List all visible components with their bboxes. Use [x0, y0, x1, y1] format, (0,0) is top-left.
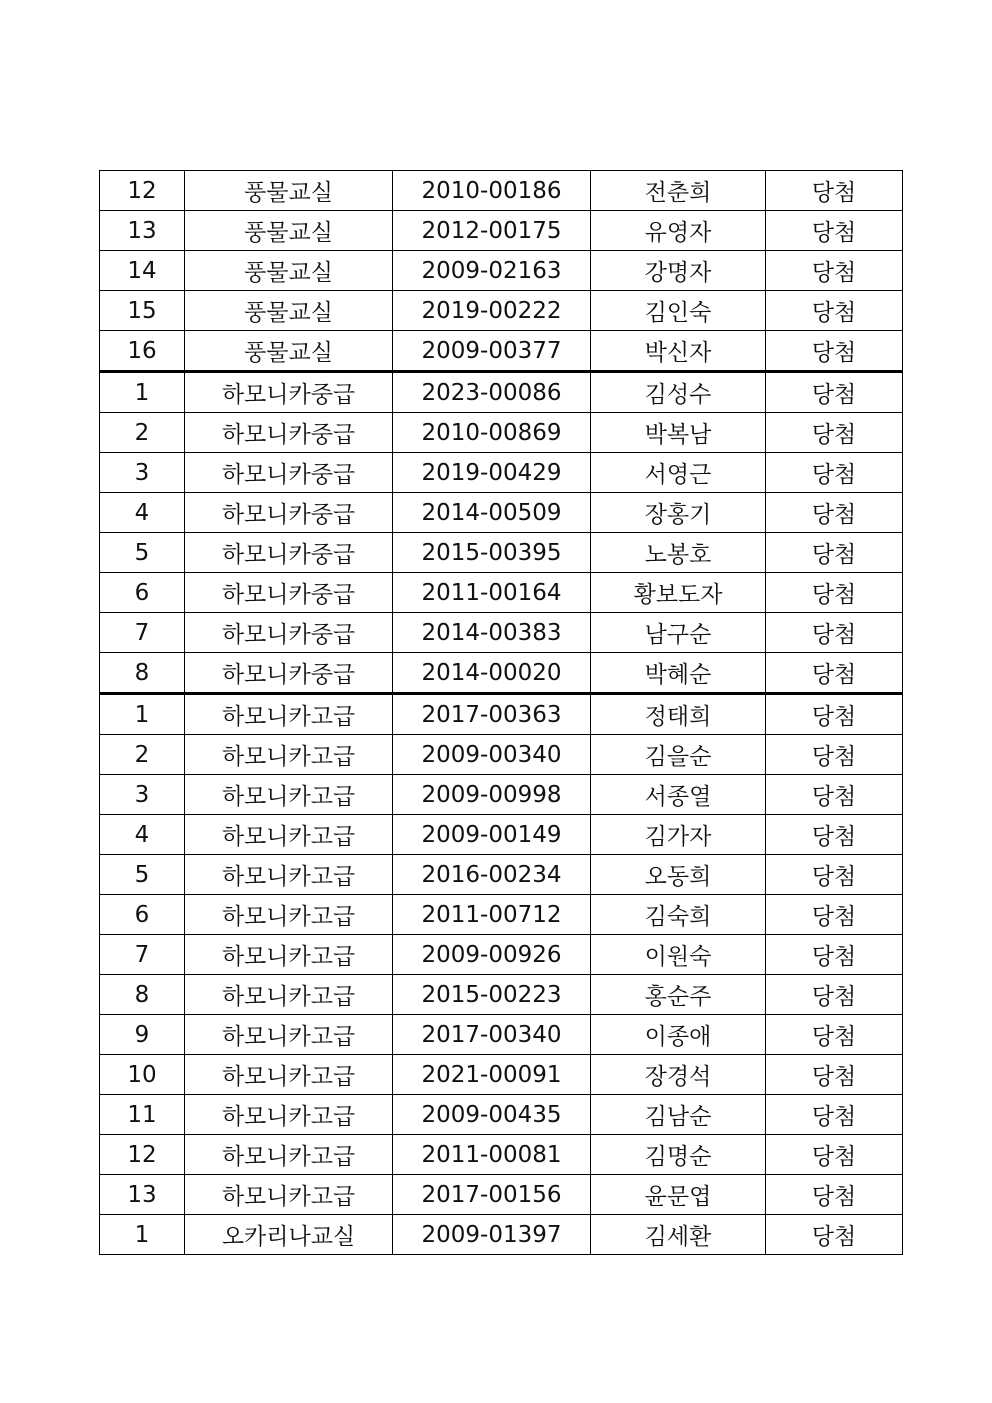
- result-cell: 당첨: [766, 653, 903, 694]
- result-cell: 당첨: [766, 815, 903, 855]
- row-number-cell: 14: [100, 251, 185, 291]
- row-number-cell: 1: [100, 372, 185, 413]
- table-row: [100, 1095, 903, 1135]
- row-number-cell: 16: [100, 331, 185, 372]
- member-name-cell: 노봉호: [591, 533, 766, 573]
- member-name-cell: 황보도자: [591, 573, 766, 613]
- table-row: [100, 331, 903, 372]
- row-number-cell: 3: [100, 453, 185, 493]
- class-name-cell: 풍물교실: [185, 291, 393, 331]
- class-name-cell: 하모니카중급: [185, 493, 393, 533]
- member-name-cell: 박혜순: [591, 653, 766, 694]
- class-name-cell: 하모니카고급: [185, 935, 393, 975]
- class-name-cell: 하모니카중급: [185, 453, 393, 493]
- class-name-cell: 풍물교실: [185, 171, 393, 211]
- class-name-cell: 하모니카중급: [185, 413, 393, 453]
- table-row: [100, 533, 903, 573]
- member-id-cell: 2010-00186: [393, 171, 591, 211]
- table-row: [100, 735, 903, 775]
- table-row: [100, 694, 903, 735]
- class-name-cell: 하모니카고급: [185, 1175, 393, 1215]
- member-id-cell: 2015-00395: [393, 533, 591, 573]
- result-cell: 당첨: [766, 735, 903, 775]
- result-cell: 당첨: [766, 775, 903, 815]
- member-id-cell: 2011-00081: [393, 1135, 591, 1175]
- member-id-cell: 2009-00340: [393, 735, 591, 775]
- result-cell: 당첨: [766, 413, 903, 453]
- member-id-cell: 2019-00222: [393, 291, 591, 331]
- table-row: [100, 291, 903, 331]
- member-name-cell: 정태희: [591, 694, 766, 735]
- member-name-cell: 강명자: [591, 251, 766, 291]
- table-row: [100, 613, 903, 653]
- class-name-cell: 하모니카고급: [185, 815, 393, 855]
- row-number-cell: 7: [100, 613, 185, 653]
- result-cell: 당첨: [766, 613, 903, 653]
- table-row: [100, 1215, 903, 1255]
- row-number-cell: 15: [100, 291, 185, 331]
- member-name-cell: 오동희: [591, 855, 766, 895]
- row-number-cell: 4: [100, 815, 185, 855]
- member-name-cell: 박복남: [591, 413, 766, 453]
- class-name-cell: 하모니카고급: [185, 735, 393, 775]
- table-row: [100, 573, 903, 613]
- row-number-cell: 13: [100, 211, 185, 251]
- member-id-cell: 2011-00164: [393, 573, 591, 613]
- row-number-cell: 8: [100, 975, 185, 1015]
- class-name-cell: 하모니카고급: [185, 975, 393, 1015]
- row-number-cell: 4: [100, 493, 185, 533]
- member-name-cell: 박신자: [591, 331, 766, 372]
- table-row: [100, 653, 903, 694]
- class-name-cell: 하모니카중급: [185, 613, 393, 653]
- row-number-cell: 8: [100, 653, 185, 694]
- class-name-cell: 하모니카고급: [185, 895, 393, 935]
- class-name-cell: 하모니카고급: [185, 1015, 393, 1055]
- member-id-cell: 2021-00091: [393, 1055, 591, 1095]
- member-id-cell: 2011-00712: [393, 895, 591, 935]
- result-cell: 당첨: [766, 1055, 903, 1095]
- member-id-cell: 2014-00509: [393, 493, 591, 533]
- result-cell: 당첨: [766, 1135, 903, 1175]
- class-name-cell: 하모니카고급: [185, 694, 393, 735]
- result-cell: 당첨: [766, 1175, 903, 1215]
- class-name-cell: 하모니카고급: [185, 775, 393, 815]
- member-name-cell: 이종애: [591, 1015, 766, 1055]
- member-id-cell: 2017-00340: [393, 1015, 591, 1055]
- table-row: [100, 1015, 903, 1055]
- table-row: [100, 413, 903, 453]
- member-name-cell: 홍순주: [591, 975, 766, 1015]
- member-name-cell: 서종열: [591, 775, 766, 815]
- member-name-cell: 장홍기: [591, 493, 766, 533]
- class-name-cell: 하모니카고급: [185, 1055, 393, 1095]
- row-number-cell: 1: [100, 1215, 185, 1255]
- result-cell: 당첨: [766, 171, 903, 211]
- row-number-cell: 7: [100, 935, 185, 975]
- result-cell: 당첨: [766, 291, 903, 331]
- table-row: [100, 171, 903, 211]
- row-number-cell: 11: [100, 1095, 185, 1135]
- member-name-cell: 김가자: [591, 815, 766, 855]
- member-name-cell: 이원숙: [591, 935, 766, 975]
- table-row: [100, 372, 903, 413]
- member-name-cell: 김남순: [591, 1095, 766, 1135]
- table-row: [100, 815, 903, 855]
- table-row: [100, 251, 903, 291]
- lottery-results-table: [99, 170, 903, 1255]
- row-number-cell: 3: [100, 775, 185, 815]
- class-name-cell: 하모니카중급: [185, 573, 393, 613]
- member-name-cell: 김숙희: [591, 895, 766, 935]
- member-name-cell: 김세환: [591, 1215, 766, 1255]
- result-cell: 당첨: [766, 694, 903, 735]
- result-cell: 당첨: [766, 1015, 903, 1055]
- result-cell: 당첨: [766, 935, 903, 975]
- row-number-cell: 1: [100, 694, 185, 735]
- class-name-cell: 풍물교실: [185, 251, 393, 291]
- row-number-cell: 10: [100, 1055, 185, 1095]
- member-id-cell: 2009-00926: [393, 935, 591, 975]
- class-name-cell: 오카리나교실: [185, 1215, 393, 1255]
- member-name-cell: 김을순: [591, 735, 766, 775]
- member-name-cell: 김명순: [591, 1135, 766, 1175]
- member-name-cell: 유영자: [591, 211, 766, 251]
- class-name-cell: 하모니카고급: [185, 1095, 393, 1135]
- class-name-cell: 풍물교실: [185, 331, 393, 372]
- member-id-cell: 2014-00020: [393, 653, 591, 694]
- class-name-cell: 하모니카고급: [185, 1135, 393, 1175]
- row-number-cell: 12: [100, 1135, 185, 1175]
- member-id-cell: 2014-00383: [393, 613, 591, 653]
- result-cell: 당첨: [766, 533, 903, 573]
- member-id-cell: 2010-00869: [393, 413, 591, 453]
- member-id-cell: 2017-00156: [393, 1175, 591, 1215]
- result-cell: 당첨: [766, 895, 903, 935]
- member-id-cell: 2009-00435: [393, 1095, 591, 1135]
- result-cell: 당첨: [766, 372, 903, 413]
- member-id-cell: 2009-00998: [393, 775, 591, 815]
- row-number-cell: 12: [100, 171, 185, 211]
- member-name-cell: 윤문엽: [591, 1175, 766, 1215]
- result-cell: 당첨: [766, 1095, 903, 1135]
- table-row: [100, 935, 903, 975]
- result-cell: 당첨: [766, 573, 903, 613]
- member-name-cell: 김인숙: [591, 291, 766, 331]
- table-row: [100, 855, 903, 895]
- member-id-cell: 2023-00086: [393, 372, 591, 413]
- row-number-cell: 2: [100, 735, 185, 775]
- member-id-cell: 2009-00149: [393, 815, 591, 855]
- class-name-cell: 하모니카중급: [185, 533, 393, 573]
- member-name-cell: 전춘희: [591, 171, 766, 211]
- result-cell: 당첨: [766, 493, 903, 533]
- member-id-cell: 2012-00175: [393, 211, 591, 251]
- class-name-cell: 풍물교실: [185, 211, 393, 251]
- table-row: [100, 453, 903, 493]
- member-id-cell: 2016-00234: [393, 855, 591, 895]
- row-number-cell: 6: [100, 895, 185, 935]
- row-number-cell: 6: [100, 573, 185, 613]
- row-number-cell: 13: [100, 1175, 185, 1215]
- member-id-cell: 2017-00363: [393, 694, 591, 735]
- member-id-cell: 2015-00223: [393, 975, 591, 1015]
- result-cell: 당첨: [766, 975, 903, 1015]
- row-number-cell: 5: [100, 855, 185, 895]
- member-id-cell: 2009-00377: [393, 331, 591, 372]
- table-row: [100, 1055, 903, 1095]
- class-name-cell: 하모니카중급: [185, 372, 393, 413]
- results-table-body: [100, 171, 903, 1255]
- table-row: [100, 1175, 903, 1215]
- result-cell: 당첨: [766, 1215, 903, 1255]
- result-cell: 당첨: [766, 453, 903, 493]
- member-id-cell: 2009-02163: [393, 251, 591, 291]
- class-name-cell: 하모니카중급: [185, 653, 393, 694]
- table-row: [100, 1135, 903, 1175]
- result-cell: 당첨: [766, 251, 903, 291]
- table-row: [100, 895, 903, 935]
- table-row: [100, 493, 903, 533]
- member-name-cell: 서영근: [591, 453, 766, 493]
- member-name-cell: 장경석: [591, 1055, 766, 1095]
- row-number-cell: 5: [100, 533, 185, 573]
- class-name-cell: 하모니카고급: [185, 855, 393, 895]
- member-id-cell: 2019-00429: [393, 453, 591, 493]
- result-cell: 당첨: [766, 855, 903, 895]
- member-id-cell: 2009-01397: [393, 1215, 591, 1255]
- table-row: [100, 975, 903, 1015]
- table-row: [100, 211, 903, 251]
- row-number-cell: 2: [100, 413, 185, 453]
- member-name-cell: 남구순: [591, 613, 766, 653]
- table-row: [100, 775, 903, 815]
- row-number-cell: 9: [100, 1015, 185, 1055]
- result-cell: 당첨: [766, 331, 903, 372]
- result-cell: 당첨: [766, 211, 903, 251]
- member-name-cell: 김성수: [591, 372, 766, 413]
